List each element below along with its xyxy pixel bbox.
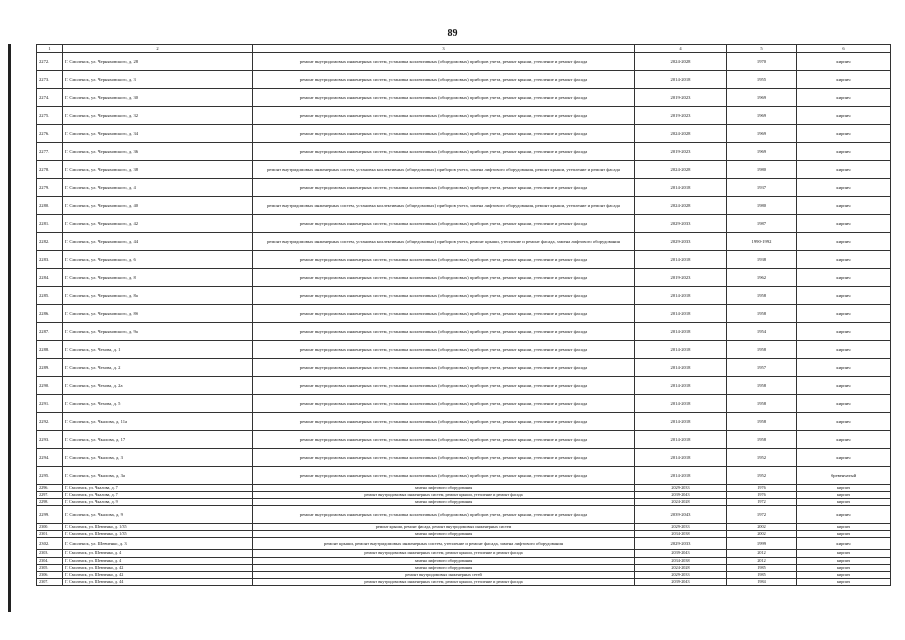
build-year-cell: 1958 bbox=[727, 305, 797, 323]
work-type-cell: ремонт внутридомовых инженерных систем, установка коллективных (общедомовых) приборов учета, ремонт крыши, утепление и ремонт фасада bbox=[253, 125, 635, 143]
build-year-cell: 1976 bbox=[727, 485, 797, 492]
col-header-5: 5 bbox=[727, 45, 797, 53]
work-type-cell: ремонт внутридомовых инженерных систем, установка коллективных (общедомовых) приборов учета, ремонт крыши, утепление и ремонт фасада bbox=[253, 506, 635, 524]
row-number: 2301. bbox=[37, 531, 63, 538]
table-row bbox=[37, 499, 891, 506]
address-cell: Г. Смоленск, ул. Чехова, д. 1 bbox=[63, 341, 253, 359]
address-cell: Г. Смоленск, ул. Чехова, д. 2 bbox=[63, 359, 253, 377]
work-type-cell: ремонт внутридомовых инженерных систем, установка коллективных (общедомовых) приборов учета, ремонт крыши, утепление и ремонт фасада bbox=[253, 215, 635, 233]
build-year-cell: 1958 bbox=[727, 287, 797, 305]
address-cell: Г. Смоленск, ул. Чехова, д. 5 bbox=[63, 395, 253, 413]
table-row bbox=[37, 107, 891, 125]
work-type-cell: ремонт внутридомовых инженерных сетей bbox=[253, 571, 635, 578]
wall-material-cell: кирпич bbox=[797, 53, 891, 71]
period-cell: 2029-2033 bbox=[635, 538, 727, 550]
row-number: 2299. bbox=[37, 506, 63, 524]
table-row bbox=[37, 571, 891, 578]
row-number: 2272. bbox=[37, 53, 63, 71]
work-type-cell: ремонт крыши, ремонт внутридомовых инженерных систем, утепление и ремонт фасада, замена лифтового оборудования bbox=[253, 538, 635, 550]
row-number: 2293. bbox=[37, 431, 63, 449]
address-cell: Г. Смоленск, ул. Чкалова, д. 7 bbox=[63, 485, 253, 492]
row-number: 2306. bbox=[37, 571, 63, 578]
build-year-cell: 1952 bbox=[727, 449, 797, 467]
table-row bbox=[37, 287, 891, 305]
build-year-cell: 1972 bbox=[727, 506, 797, 524]
work-type-cell: замена лифтового оборудования bbox=[253, 531, 635, 538]
row-number: 2291. bbox=[37, 395, 63, 413]
build-year-cell: 1962 bbox=[727, 269, 797, 287]
wall-material-cell: кирпич bbox=[797, 524, 891, 531]
wall-material-cell: кирпич bbox=[797, 531, 891, 538]
wall-material-cell: кирпич bbox=[797, 557, 891, 564]
period-cell: 2024-2028 bbox=[635, 564, 727, 571]
table-row bbox=[37, 269, 891, 287]
build-year-cell: 1937 bbox=[727, 179, 797, 197]
wall-material-cell: кирпич bbox=[797, 161, 891, 179]
row-number: 2277. bbox=[37, 143, 63, 161]
period-cell: 2014-2018 bbox=[635, 359, 727, 377]
address-cell: Г. Смоленск, ул. Черняховского, д. 34 bbox=[63, 125, 253, 143]
build-year-cell: 1976 bbox=[727, 492, 797, 499]
period-cell: 2024-2028 bbox=[635, 499, 727, 506]
row-number: 2278. bbox=[37, 161, 63, 179]
period-cell: 2019-2023 bbox=[635, 143, 727, 161]
address-cell: Г. Смоленск, ул. Черняховского, д. 9а bbox=[63, 323, 253, 341]
period-cell: 2024-2028 bbox=[635, 53, 727, 71]
build-year-cell: 2012 bbox=[727, 550, 797, 557]
row-number: 2282. bbox=[37, 233, 63, 251]
row-number: 2279. bbox=[37, 179, 63, 197]
table-row bbox=[37, 323, 891, 341]
row-number: 2298. bbox=[37, 499, 63, 506]
build-year-cell: 1958 bbox=[727, 377, 797, 395]
wall-material-cell: кирпич bbox=[797, 89, 891, 107]
row-number: 2292. bbox=[37, 413, 63, 431]
work-type-cell: ремонт внутридомовых инженерных систем, установка коллективных (общедомовых) приборов учета, ремонт крыши, утепление и ремонт фасада bbox=[253, 431, 635, 449]
wall-material-cell: кирпич bbox=[797, 377, 891, 395]
column-number-row bbox=[37, 45, 891, 53]
wall-material-cell: кирпич bbox=[797, 449, 891, 467]
work-type-cell: ремонт внутридомовых инженерных систем, установка коллективных (общедомовых) приборов учета, ремонт крыши, утепление и ремонт фасада bbox=[253, 449, 635, 467]
table-row bbox=[37, 564, 891, 571]
row-number: 2290. bbox=[37, 377, 63, 395]
wall-material-cell: кирпич bbox=[797, 485, 891, 492]
row-number: 2273. bbox=[37, 71, 63, 89]
wall-material-cell: кирпич bbox=[797, 506, 891, 524]
register-table-wrap bbox=[36, 44, 890, 586]
period-cell: 2029-2033 bbox=[635, 524, 727, 531]
table-row bbox=[37, 341, 891, 359]
row-number: 2289. bbox=[37, 359, 63, 377]
address-cell: Г. Смоленск, ул. Чкалова, д. 7 bbox=[63, 492, 253, 499]
work-type-cell: замена лифтового оборудования bbox=[253, 557, 635, 564]
row-number: 2283. bbox=[37, 251, 63, 269]
address-cell: Г. Смоленск, ул. Черняховского, д. 4 bbox=[63, 179, 253, 197]
wall-material-cell: кирпич bbox=[797, 179, 891, 197]
address-cell: Г. Смоленск, ул. Черняховского, д. 38 bbox=[63, 161, 253, 179]
work-type-cell: ремонт внутридомовых инженерных систем, установка коллективных (общедомовых) приборов учета, ремонт крыши, утепление и ремонт фасада bbox=[253, 143, 635, 161]
build-year-cell: 1958 bbox=[727, 341, 797, 359]
build-year-cell: 1955 bbox=[727, 71, 797, 89]
work-type-cell: ремонт внутридомовых инженерных систем, установка коллективных (общедомовых) приборов учета, ремонт крыши, утепление и ремонт фасада bbox=[253, 251, 635, 269]
period-cell: 2019-2023 bbox=[635, 269, 727, 287]
build-year-cell: 1969 bbox=[727, 143, 797, 161]
work-type-cell: ремонт внутридомовых инженерных систем, установка коллективных (общедомовых) приборов учета, ремонт крыши, утепление и ремонт фасада bbox=[253, 395, 635, 413]
period-cell: 2034-2038 bbox=[635, 557, 727, 564]
address-cell: Г. Смоленск, ул. Шевченко, д. 1/35 bbox=[63, 531, 253, 538]
build-year-cell: 2012 bbox=[727, 557, 797, 564]
table-row bbox=[37, 251, 891, 269]
address-cell: Г. Смоленск, ул. Чкалова, д. 9 bbox=[63, 499, 253, 506]
wall-material-cell: кирпич bbox=[797, 107, 891, 125]
period-cell: 2039-2043 bbox=[635, 578, 727, 585]
address-cell: Г. Смоленск, ул. Черняховского, д. 8б bbox=[63, 305, 253, 323]
address-cell: Г. Смоленск, ул. Чехова, д. 2а bbox=[63, 377, 253, 395]
build-year-cell: 1972 bbox=[727, 499, 797, 506]
build-year-cell: 1985 bbox=[727, 571, 797, 578]
table-row bbox=[37, 413, 891, 431]
row-number: 2280. bbox=[37, 197, 63, 215]
row-number: 2274. bbox=[37, 89, 63, 107]
wall-material-cell: кирпич bbox=[797, 571, 891, 578]
build-year-cell: 2002 bbox=[727, 531, 797, 538]
build-year-cell: 1985 bbox=[727, 564, 797, 571]
address-cell: Г. Смоленск, ул. Шевченко, д. 44 bbox=[63, 578, 253, 585]
work-type-cell: ремонт внутридомовых инженерных систем, установка коллективных (общедомовых) приборов учета, ремонт крыши, утепление и ремонт фасада bbox=[253, 287, 635, 305]
work-type-cell: ремонт внутридомовых инженерных систем, установка коллективных (общедомовых) приборов учета, замена лифтового оборудования, ремонт крыши, утепление и ремонт фасада bbox=[253, 161, 635, 179]
work-type-cell: ремонт внутридомовых инженерных систем, установка коллективных (общедомовых) приборов учета, ремонт крыши, утепление и ремонт фасада bbox=[253, 89, 635, 107]
row-number: 2284. bbox=[37, 269, 63, 287]
table-row bbox=[37, 53, 891, 71]
address-cell: Г. Смоленск, ул. Шевченко, д. 4 bbox=[63, 557, 253, 564]
address-cell: Г. Смоленск, ул. Черняховского, д. 30 bbox=[63, 89, 253, 107]
build-year-cell: 1999 bbox=[727, 538, 797, 550]
period-cell: 2014-2018 bbox=[635, 305, 727, 323]
row-number: 2276. bbox=[37, 125, 63, 143]
period-cell: 2014-2018 bbox=[635, 71, 727, 89]
period-cell: 2014-2018 bbox=[635, 179, 727, 197]
build-year-cell: 1938 bbox=[727, 251, 797, 269]
period-cell: 2029-2033 bbox=[635, 233, 727, 251]
row-number: 2286. bbox=[37, 305, 63, 323]
address-cell: Г. Смоленск, ул. Чкалова, д. 3 bbox=[63, 449, 253, 467]
build-year-cell: 1987 bbox=[727, 215, 797, 233]
address-cell: Г. Смоленск, ул. Шевченко, д. 4 bbox=[63, 550, 253, 557]
wall-material-cell: кирпич bbox=[797, 431, 891, 449]
period-cell: 2029-2033 bbox=[635, 215, 727, 233]
table-row bbox=[37, 531, 891, 538]
address-cell: Г. Смоленск, ул. Чкалова, д. 3а bbox=[63, 467, 253, 485]
work-type-cell: ремонт внутридомовых инженерных систем, установка коллективных (общедомовых) приборов учета, ремонт крыши, утепление и ремонт фасада, замена лифтового оборудования bbox=[253, 233, 635, 251]
row-number: 2295. bbox=[37, 467, 63, 485]
row-number: 2296. bbox=[37, 485, 63, 492]
build-year-cell: 1980 bbox=[727, 161, 797, 179]
wall-material-cell: кирпич bbox=[797, 359, 891, 377]
table-row bbox=[37, 557, 891, 564]
wall-material-cell: кирпич bbox=[797, 413, 891, 431]
table-row bbox=[37, 467, 891, 485]
period-cell: 2034-2038 bbox=[635, 531, 727, 538]
work-type-cell: ремонт внутридомовых инженерных систем, установка коллективных (общедомовых) приборов учета, ремонт крыши, утепление и ремонт фасада bbox=[253, 377, 635, 395]
wall-material-cell: кирпич bbox=[797, 125, 891, 143]
register-rows bbox=[37, 53, 891, 586]
wall-material-cell: кирпич bbox=[797, 578, 891, 585]
address-cell: Г. Смоленск, ул. Шевченко, д. 42 bbox=[63, 564, 253, 571]
table-row bbox=[37, 215, 891, 233]
col-header-3: 3 bbox=[253, 45, 635, 53]
table-row bbox=[37, 578, 891, 585]
period-cell: 2014-2018 bbox=[635, 431, 727, 449]
table-row bbox=[37, 449, 891, 467]
build-year-cell: 1958 bbox=[727, 395, 797, 413]
address-cell: Г. Смоленск, ул. Шевченко, д. 3 bbox=[63, 538, 253, 550]
wall-material-cell: кирпич bbox=[797, 287, 891, 305]
work-type-cell: ремонт внутридомовых инженерных систем, установка коллективных (общедомовых) приборов учета, ремонт крыши, утепление и ремонт фасада bbox=[253, 179, 635, 197]
wall-material-cell: кирпич bbox=[797, 233, 891, 251]
wall-material-cell: кирпич bbox=[797, 341, 891, 359]
work-type-cell: ремонт внутридомовых инженерных систем, установка коллективных (общедомовых) приборов учета, ремонт крыши, утепление и ремонт фасада bbox=[253, 269, 635, 287]
table-row bbox=[37, 305, 891, 323]
period-cell: 2029-2033 bbox=[635, 485, 727, 492]
address-cell: Г. Смоленск, ул. Шевченко, д. 42 bbox=[63, 571, 253, 578]
table-row bbox=[37, 89, 891, 107]
period-cell: 2024-2028 bbox=[635, 161, 727, 179]
build-year-cell: 1957 bbox=[727, 359, 797, 377]
period-cell: 2014-2018 bbox=[635, 287, 727, 305]
address-cell: Г. Смоленск, ул. Черняховского, д. 8 bbox=[63, 269, 253, 287]
build-year-cell: 1980 bbox=[727, 197, 797, 215]
wall-material-cell: кирпич bbox=[797, 215, 891, 233]
table-row bbox=[37, 506, 891, 524]
work-type-cell: замена лифтового оборудования bbox=[253, 499, 635, 506]
address-cell: Г. Смоленск, ул. Черняховского, д. 28 bbox=[63, 53, 253, 71]
address-cell: Г. Смоленск, ул. Черняховского, д. 42 bbox=[63, 215, 253, 233]
period-cell: 2039-2043 bbox=[635, 492, 727, 499]
row-number: 2297. bbox=[37, 492, 63, 499]
work-type-cell: ремонт внутридомовых инженерных систем, установка коллективных (общедомовых) приборов учета, ремонт крыши, утепление и ремонт фасада bbox=[253, 341, 635, 359]
work-type-cell: ремонт внутридомовых инженерных систем, установка коллективных (общедомовых) приборов учета, ремонт крыши, утепление и ремонт фасада bbox=[253, 467, 635, 485]
table-row bbox=[37, 71, 891, 89]
build-year-cell: 1990-1992 bbox=[727, 233, 797, 251]
row-number: 2294. bbox=[37, 449, 63, 467]
table-row bbox=[37, 485, 891, 492]
period-cell: 2029-2033 bbox=[635, 571, 727, 578]
wall-material-cell: кирпич bbox=[797, 197, 891, 215]
row-number: 2300. bbox=[37, 524, 63, 531]
page-number: 89 bbox=[447, 28, 458, 39]
address-cell: Г. Смоленск, ул. Черняховского, д. 44 bbox=[63, 233, 253, 251]
address-cell: Г. Смоленск, ул. Шевченко, д. 1/35 bbox=[63, 524, 253, 531]
address-cell: Г. Смоленск, ул. Черняховского, д. 36 bbox=[63, 143, 253, 161]
table-row bbox=[37, 161, 891, 179]
table-row bbox=[37, 143, 891, 161]
wall-material-cell: кирпич bbox=[797, 564, 891, 571]
table-row bbox=[37, 431, 891, 449]
table-row bbox=[37, 197, 891, 215]
build-year-cell: 1958 bbox=[727, 431, 797, 449]
build-year-cell: 1954 bbox=[727, 323, 797, 341]
table-row bbox=[37, 550, 891, 557]
wall-material-cell: кирпич bbox=[797, 550, 891, 557]
period-cell: 2019-2023 bbox=[635, 89, 727, 107]
table-row bbox=[37, 125, 891, 143]
row-number: 2288. bbox=[37, 341, 63, 359]
scan-edge-bar bbox=[8, 44, 11, 612]
work-type-cell: ремонт внутридомовых инженерных систем, установка коллективных (общедомовых) приборов учета, ремонт крыши, утепление и ремонт фасада bbox=[253, 107, 635, 125]
period-cell: 2024-2028 bbox=[635, 197, 727, 215]
row-number: 2285. bbox=[37, 287, 63, 305]
wall-material-cell: кирпич bbox=[797, 492, 891, 499]
table-row bbox=[37, 395, 891, 413]
row-number: 2302. bbox=[37, 538, 63, 550]
table-row bbox=[37, 359, 891, 377]
address-cell: Г. Смоленск, ул. Черняховского, д. 32 bbox=[63, 107, 253, 125]
work-type-cell: ремонт внутридомовых инженерных систем, установка коллективных (общедомовых) приборов учета, ремонт крыши, утепление и ремонт фасада bbox=[253, 359, 635, 377]
build-year-cell: 1969 bbox=[727, 125, 797, 143]
table-row bbox=[37, 233, 891, 251]
period-cell: 2039-2043 bbox=[635, 550, 727, 557]
work-type-cell: ремонт внутридомовых инженерных систем, установка коллективных (общедомовых) приборов учета, ремонт крыши, утепление и ремонт фасада bbox=[253, 413, 635, 431]
col-header-6: 6 bbox=[797, 45, 891, 53]
work-type-cell: ремонт крыши, ремонт фасада, ремонт внутридомовых инженерных систем bbox=[253, 524, 635, 531]
table-row bbox=[37, 538, 891, 550]
repair-register-table bbox=[36, 44, 891, 586]
work-type-cell: ремонт внутридомовых инженерных систем, установка коллективных (общедомовых) приборов учета, ремонт крыши, утепление и ремонт фасада bbox=[253, 53, 635, 71]
wall-material-cell: кирпич bbox=[797, 395, 891, 413]
period-cell: 2039-2043 bbox=[635, 506, 727, 524]
wall-material-cell: кирпич bbox=[797, 538, 891, 550]
table-row bbox=[37, 492, 891, 499]
row-number: 2275. bbox=[37, 107, 63, 125]
work-type-cell: ремонт внутридомовых инженерных систем, ремонт крыши, утепление и ремонт фасада bbox=[253, 492, 635, 499]
period-cell: 2014-2018 bbox=[635, 323, 727, 341]
build-year-cell: 1970 bbox=[727, 53, 797, 71]
period-cell: 2014-2018 bbox=[635, 251, 727, 269]
build-year-cell: 1952 bbox=[727, 467, 797, 485]
wall-material-cell: кирпич bbox=[797, 143, 891, 161]
table-row bbox=[37, 179, 891, 197]
row-number: 2304. bbox=[37, 557, 63, 564]
address-cell: Г. Смоленск, ул. Черняховского, д. 3 bbox=[63, 71, 253, 89]
build-year-cell: 1969 bbox=[727, 89, 797, 107]
col-header-4: 4 bbox=[635, 45, 727, 53]
work-type-cell: замена лифтового оборудования bbox=[253, 485, 635, 492]
wall-material-cell: бревенчатый bbox=[797, 467, 891, 485]
wall-material-cell: кирпич bbox=[797, 71, 891, 89]
address-cell: Г. Смоленск, ул. Черняховского, д. 6 bbox=[63, 251, 253, 269]
period-cell: 2014-2018 bbox=[635, 449, 727, 467]
wall-material-cell: кирпич bbox=[797, 323, 891, 341]
build-year-cell: 1969 bbox=[727, 107, 797, 125]
address-cell: Г. Смоленск, ул. Черняховского, д. 8а bbox=[63, 287, 253, 305]
row-number: 2281. bbox=[37, 215, 63, 233]
period-cell: 2014-2018 bbox=[635, 395, 727, 413]
work-type-cell: ремонт внутридомовых инженерных систем, ремонт крыши, утепление и ремонт фасада bbox=[253, 550, 635, 557]
address-cell: Г. Смоленск, ул. Чкалова, д. 17 bbox=[63, 431, 253, 449]
address-cell: Г. Смоленск, ул. Черняховского, д. 40 bbox=[63, 197, 253, 215]
work-type-cell: замена лифтового оборудования bbox=[253, 564, 635, 571]
address-cell: Г. Смоленск, ул. Чкалова, д. 11а bbox=[63, 413, 253, 431]
work-type-cell: ремонт внутридомовых инженерных систем, ремонт крыши, утепление и ремонт фасада bbox=[253, 578, 635, 585]
period-cell: 2014-2018 bbox=[635, 467, 727, 485]
work-type-cell: ремонт внутридомовых инженерных систем, установка коллективных (общедомовых) приборов учета, замена лифтового оборудования, ремонт крыши, утепление и ремонт фасада bbox=[253, 197, 635, 215]
build-year-cell: 2002 bbox=[727, 524, 797, 531]
row-number: 2303. bbox=[37, 550, 63, 557]
wall-material-cell: кирпич bbox=[797, 305, 891, 323]
work-type-cell: ремонт внутридомовых инженерных систем, установка коллективных (общедомовых) приборов учета, ремонт крыши, утепление и ремонт фасада bbox=[253, 323, 635, 341]
row-number: 2305. bbox=[37, 564, 63, 571]
build-year-cell: 1984 bbox=[727, 578, 797, 585]
work-type-cell: ремонт внутридомовых инженерных систем, установка коллективных (общедомовых) приборов учета, ремонт крыши, утепление и ремонт фасада bbox=[253, 71, 635, 89]
col-header-1: 1 bbox=[37, 45, 63, 53]
period-cell: 2019-2023 bbox=[635, 107, 727, 125]
wall-material-cell: кирпич bbox=[797, 499, 891, 506]
wall-material-cell: кирпич bbox=[797, 251, 891, 269]
build-year-cell: 1958 bbox=[727, 413, 797, 431]
row-number: 2287. bbox=[37, 323, 63, 341]
address-cell: Г. Смоленск, ул. Чкалова, д. 9 bbox=[63, 506, 253, 524]
period-cell: 2024-2028 bbox=[635, 125, 727, 143]
work-type-cell: ремонт внутридомовых инженерных систем, установка коллективных (общедомовых) приборов учета, ремонт крыши, утепление и ремонт фасада bbox=[253, 305, 635, 323]
period-cell: 2014-2018 bbox=[635, 413, 727, 431]
wall-material-cell: кирпич bbox=[797, 269, 891, 287]
period-cell: 2014-2018 bbox=[635, 341, 727, 359]
period-cell: 2014-2018 bbox=[635, 377, 727, 395]
col-header-2: 2 bbox=[63, 45, 253, 53]
row-number: 2307. bbox=[37, 578, 63, 585]
table-row bbox=[37, 377, 891, 395]
table-row bbox=[37, 524, 891, 531]
